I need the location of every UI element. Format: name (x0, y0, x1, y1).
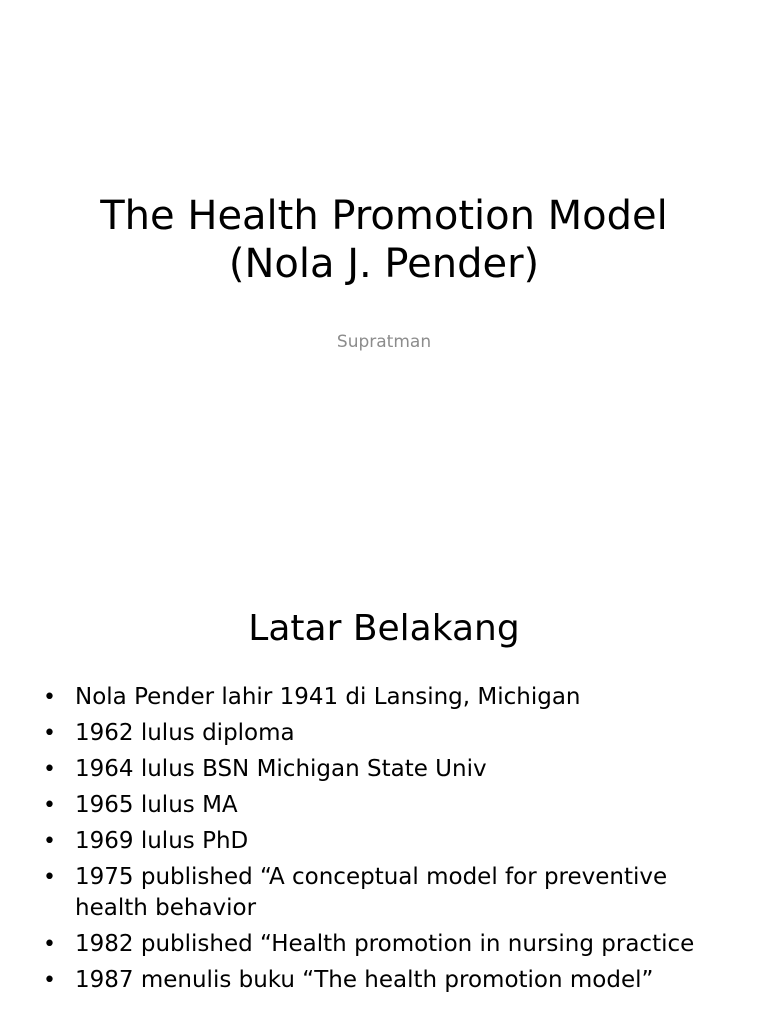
bullet-dot-icon: • (43, 721, 56, 746)
bullet-dot-icon: • (43, 685, 56, 710)
slide-subtitle-author: Supratman (336, 332, 432, 352)
slide-title-line-2: (Nola J. Pender) (228, 241, 540, 287)
list-item (0, 754, 768, 785)
list-item-text: 1982 published “Health promotion in nursing practice (75, 931, 695, 957)
bullet-dot-icon: • (43, 968, 56, 993)
list-item (0, 862, 768, 924)
list-item (0, 790, 768, 821)
list-item (0, 718, 768, 749)
list-item (0, 965, 768, 996)
bullet-dot-icon: • (43, 829, 56, 854)
bullet-list (0, 682, 768, 1001)
content-slide (0, 576, 768, 1024)
bullet-dot-icon: • (43, 757, 56, 782)
list-item-text: 1964 lulus BSN Michigan State Univ (75, 756, 487, 782)
slide-title (0, 192, 768, 288)
list-item-text: Nola Pender lahir 1941 di Lansing, Michigan (75, 684, 581, 710)
content-slide-title: Latar Belakang (248, 608, 520, 649)
slide-title-line-1: The Health Promotion Model (100, 193, 668, 239)
list-item (0, 929, 768, 960)
bullet-dot-icon: • (43, 793, 56, 818)
bullet-dot-icon: • (43, 865, 56, 890)
list-item-text: 1962 lulus diploma (75, 720, 295, 746)
list-item (0, 826, 768, 857)
list-item-text: 1969 lulus PhD (75, 828, 249, 854)
bullet-dot-icon: • (43, 932, 56, 957)
list-item-text: 1987 menulis buku “The health promotion model” (75, 967, 654, 993)
list-item-text: 1975 published “A conceptual model for preventive health behavior (75, 864, 668, 921)
list-item-text: 1965 lulus MA (75, 792, 238, 818)
list-item (0, 682, 768, 713)
